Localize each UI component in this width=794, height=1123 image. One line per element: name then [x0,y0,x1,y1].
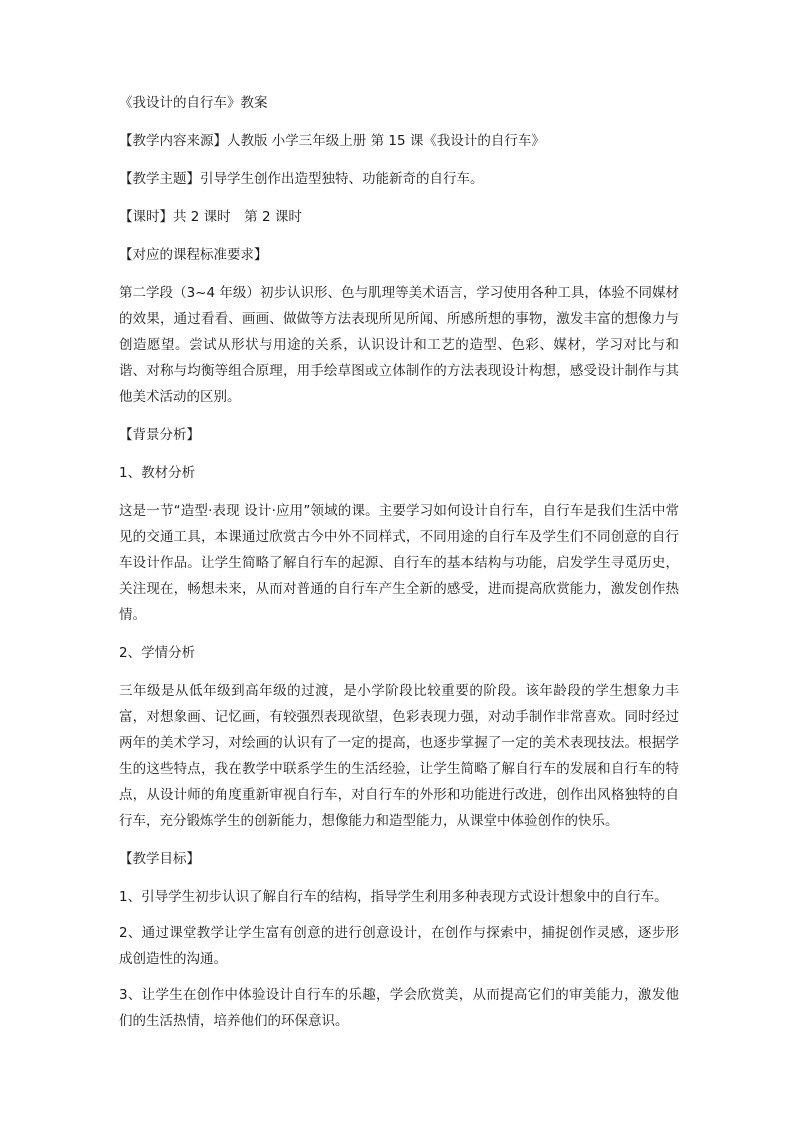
teaching-goal-3: 3、让学生在创作中体验设计自行车的乐趣，学会欣赏美，从而提高它们的审美能力，激发他们的生活热情，培养他们的环保意识。 [119,987,679,1029]
document-page [119,90,679,1034]
student-analysis-heading: 2、学情分析 [119,645,196,661]
background-heading: 【背景分析】 [119,427,200,443]
document-title: 《我设计的自行车》教案 [119,95,268,111]
teaching-goal-2: 2、通过课堂教学让学生富有创意的进行创意设计，在创作与探索中，捕捉创作灵感，逐步形成创造性的沟通。 [119,925,679,967]
teaching-goal-1: 1、引导学生初步认识了解自行车的结构，指导学生利用多种表现方式设计想象中的自行车。 [119,889,668,905]
teaching-goals-heading: 【教学目标】 [119,851,200,867]
content-source: 【教学内容来源】人教版 小学三年级上册 第 15 课《我设计的自行车》 [119,133,545,149]
class-hours: 【课时】共 2 课时 第 2 课时 [119,209,302,225]
teaching-theme: 【教学主题】引导学生创作出造型独特、功能新奇的自行车。 [119,171,484,187]
standard-heading: 【对应的课程标准要求】 [119,247,268,263]
standard-body: 第二学段（3~4 年级）初步认识形、色与肌理等美术语言，学习使用各种工具，体验不同媒材的效果，通过看看、画画、做做等方法表现所见所闻、所感所想的事物，激发丰富的想像力与创造愿望。尝试从形状与用途的关系，认识设计和工艺的造型、色彩、媒材，学习对比与和谐、对称与均衡等组合原理，用手绘草图或立体制作的方法表现设计构想，感受设计制作与其他美术活动的区别。 [119,285,679,405]
textbook-analysis-heading: 1、教材分析 [119,465,196,481]
student-analysis-body: 三年级是从低年级到高年级的过渡，是小学阶段比较重要的阶段。该年龄段的学生想象力丰富，对想象画、记忆画，有较强烈表现欲望，色彩表现力强，对动手制作非常喜欢。同时经过两年的美术学习，对绘画的认识有了一定的提高，也逐步掌握了一定的美术表现技法。根据学生的这些特点，我在教学中联系学生的生活经验，让学生简略了解自行车的发展和自行车的特点，从设计师的角度重新审视自行车，对自行车的外形和功能进行改进，创作出风格独特的自行车，充分锻炼学生的创新能力，想像能力和造型能力，从课堂中体验创作的快乐。 [119,683,679,829]
textbook-analysis-body: 这是一节“造型·表现 设计·应用”领域的课。主要学习如何设计自行车，自行车是我们生活中常见的交通工具，本课通过欣赏古今中外不同样式，不同用途的自行车及学生们不同创意的自行车设计作品。让学生简略了解自行车的起源、自行车的基本结构与功能，启发学生寻觅历史，关注现在，畅想未来，从而对普通的自行车产生全新的感受，进而提高欣赏能力，激发创作热情。 [119,503,679,623]
